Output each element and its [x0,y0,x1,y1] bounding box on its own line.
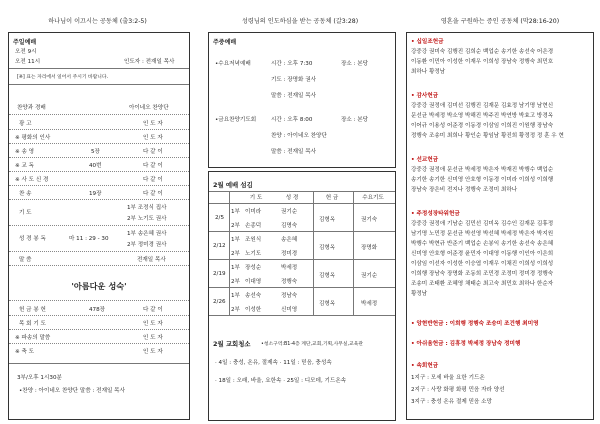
sunday-service-box [8,32,190,420]
group-line: 3지구 : 충성 온유 절제 믿음 소망 [411,399,492,405]
group-title: • 속회헌금 [411,363,439,369]
divider [9,171,189,172]
divider [209,203,395,204]
fri-praise: 찬양 : 아이네오 찬양단 [271,133,327,139]
service-time-1: 오전 9시 [15,49,37,55]
duty-reader: 정행숙 [281,279,298,285]
duty-head: 기 도 [249,195,263,201]
duty-prayer: 손종덕 [245,223,262,229]
duty-box [208,171,396,421]
duty-prayer: 이대영 [245,279,262,285]
divider [9,84,189,85]
divider [209,259,395,260]
midweek-title: 주중예배 [213,39,237,46]
divider [9,225,189,226]
group-line: • 아쉬움헌금 : 김휴정 박세정 장남숙 정미행 [411,341,521,347]
duty-head: 헌 금 [325,195,339,201]
divider [9,300,189,301]
duty-reader: 박세정 [281,265,298,271]
praise-team: 아이네오 찬양단 [129,105,169,111]
divider [9,185,189,186]
wed-word: 말씀 : 전재일 목사 [271,93,317,99]
duty-reader: 김명숙 [281,223,298,229]
fri-label: •금요찬양기도회 [215,117,257,123]
order-left: ※ 축 도 [15,349,35,355]
divider [9,143,189,144]
order-right: 인 도 자 [143,121,163,127]
wed-place: 장소 : 본당 [341,61,369,67]
duty-offering: 김형옥 [319,217,336,223]
duty-date: 2/12 [213,243,226,249]
duty-table [209,191,395,315]
wed-prayer: 기도 : 장명화 권사 [271,77,317,83]
group-title: • 선교헌금 [411,157,439,163]
reading-first: 1부 송은혜 권사 [127,231,167,237]
third-service-detail: •찬양 : 아이네오 찬양단 말씀 : 전재일 목사 [19,388,125,394]
order-left: ※ 파송의 말씀 [15,335,51,341]
group-line: 신미영 안호형 어준경 윤민자 이대영 이동행 이인아 이은희 [411,251,554,257]
group-line: 이희행 장남숙 장명화 조동희 조민경 조정미 정미경 정행숙 [411,271,554,277]
divider [9,329,189,330]
divider [313,191,314,315]
duty-prayer: 조원식 [245,237,262,243]
order-right: 다 같 이 [143,163,163,169]
fri-word: 말씀 : 전재일 목사 [271,149,317,155]
duty-date: 2/26 [213,299,226,305]
group-title: • 주정성장타워헌금 [411,211,460,217]
duty-prayer: 이미라 [245,209,262,215]
divider [9,68,189,69]
divider [209,231,395,232]
reading-label: 성 경 봉 독 [19,236,46,242]
duty-head: 성 경 [285,195,299,201]
group-line: 강중강 권정애 기남순 김민선 김미옥 김수인 김재문 김휴정 [411,221,554,227]
order-mid: 19장 [89,191,102,197]
group-line: 정행숙 조송미 최희나 황인순 황임남 황진희 황정정 정 훈 우 현 [411,133,564,139]
order-right: 다 같 이 [143,149,163,155]
divider [9,251,189,252]
column-offerings [400,0,600,424]
duty-part: 1부 [231,237,240,243]
service-leader: 인도자 : 전재일 목사 [124,59,175,65]
duty-head: 수요기도 [362,195,384,201]
duty-offering: 김형옥 [319,273,336,279]
duty-reader: 신미영 [281,307,298,313]
duty-prayer: 노기도 [245,251,262,257]
group-line: • 앙현반헌금 : 이희행 정행숙 조승미 조건행 최미영 [411,321,539,327]
wed-time: 시간 : 오후 7:30 [271,61,313,67]
duty-prayer: 이성한 [245,307,262,313]
clean-schedule-1: · 4일 : 충성, 온유, 절제속 · 11일 : 믿음, 충성속 [215,360,332,366]
clean-schedule-2: · 18일 : 오래, 바울, 요한속 · 25일 : 디모데, 기드온속 [215,378,347,384]
order-mid: 478장 [89,307,106,313]
duty-part: 1부 [231,293,240,299]
duty-date: 2/5 [215,215,225,221]
duty-offering: 김형옥 [319,301,336,307]
divider [9,129,189,130]
group-line: 이동환 이민아 이성한 이재우 이희성 장남숙 정행숙 최민호 [411,59,554,65]
order-right: 인 도 자 [143,321,163,327]
group-line: 문선균 박세정 박소영 박해진 박주진 박연방 박효고 방경옥 [411,113,554,119]
column-midweek [200,0,400,424]
order-right: 다 같 이 [143,177,163,183]
divider [9,343,189,344]
duty-date: 2/19 [213,271,226,277]
group-line: 황정남 [411,291,428,297]
third-service: 3부/오후 1시30분 [17,375,62,381]
order-left: 헌 금 봉 헌 [19,307,46,313]
order-mid: 5장 [91,149,100,155]
standing-note: [※] 표는 자리에서 일어서 주시기 바랍니다. [17,75,109,80]
order-right: 다 같 이 [143,191,163,197]
order-right: 인 도 자 [143,349,163,355]
group-line: 이어규 이용성 어준경 이동경 이삼임 이희진 이원행 장남숙 [411,123,554,129]
duty-wed-prayer: 권기숙 [361,217,378,223]
duty-part: 2부 [231,223,240,229]
order-left: 목 회 기 도 [19,321,46,327]
column-header: 성령님의 인도하심을 받는 공동체 (갈3:28) [241,18,359,25]
column-header: 하나님이 이끄시는 공동체 (출3:2-5) [48,18,147,25]
group-line: 강중강 권미숙 김행진 김희순 백업순 송기한 송선숙 어은경 [411,49,554,55]
sermon-preacher: 전재일 목사 [137,257,166,263]
duty-prayer: 장성순 [245,265,262,271]
duty-offering: 김형옥 [319,245,336,251]
duty-title: 2월 예배 섬김 [213,181,253,189]
fri-time: 시간 : 오후 8:00 [271,117,313,123]
sermon-label: 말 씀 [19,257,32,263]
group-line: 최하나 황정남 [411,69,446,75]
group-line: 장남숙 장은비 전지나 정행숙 조정미 최하나 [411,187,518,193]
divider [9,315,189,316]
group-line: 강중강 권정애 문선균 박세정 박은자 박재진 박행수 백업순 [411,167,554,173]
order-right: 인 도 자 [143,335,163,341]
group-line: 조송미 조태환 조혜영 채태순 최고숙 최민호 최하나 한순자 [411,281,554,287]
fri-place: 장소 : 본당 [341,117,369,123]
praise-label: 찬양과 경배 [17,105,46,111]
reading-second: 2부 정미경 권사 [127,242,167,248]
divider [9,199,189,200]
duty-reader: 정남숙 [281,293,298,299]
order-left: 찬 송 [19,191,32,197]
order-right: 다 같 이 [143,307,163,313]
prayer-first: 1부 조정식 집사 [127,205,167,211]
midweek-service-box [208,32,396,168]
column-header: 영혼을 구원하는 증인 공동체 (막28:16-20) [440,18,560,25]
divider [9,265,189,266]
group-title: • 감사헌금 [411,93,439,99]
divider [9,363,189,364]
duty-reader: 송은혜 [281,237,298,243]
duty-prayer: 송선숙 [245,293,262,299]
duty-wed-prayer: 권기순 [361,273,378,279]
sermon-title: '아름다운 성숙' [71,281,127,291]
group-title: • 십일조헌금 [411,39,444,45]
duty-wed-prayer: 장명화 [361,245,378,251]
group-line: 박행수 박현규 반준기 백업순 손봉익 송기한 송선숙 송은혜 [411,241,554,247]
group-line: 2지구 : 사랑 화평 화평 민음 자라 양선 [411,387,505,393]
divider [209,315,395,316]
duty-part: 1부 [231,209,240,215]
duty-part: 2부 [231,307,240,313]
order-left: 광 고 [19,121,32,127]
service-time-2: 오전 11시 [15,59,41,65]
prayer-second: 2부 노기도 권사 [127,216,167,222]
column-worship [0,0,195,424]
divider [229,191,230,315]
duty-part: 2부 [231,279,240,285]
duty-part: 2부 [231,251,240,257]
duty-part: 1부 [231,265,240,271]
group-line: 1지구 : 모세 바울 요한 기드온 [411,375,485,381]
group-line: 강중강 권정애 김미선 김행진 김재문 김효정 남기명 남현신 [411,103,554,109]
clean-title: 2월 교회청소 [213,340,251,348]
clean-note: •청소구역:B1-4층 계단,교회,기획,사무실,교육관 [261,342,363,347]
order-left: ※ 송 영 [15,149,35,155]
reading-verse: 마 11 : 29 - 30 [69,236,109,242]
divider [9,114,189,115]
order-mid: 40번 [89,163,102,169]
order-left: ※ 교 독 [15,163,35,169]
group-line: 송기한 송기한 신미영 안호형 이동경 이미라 이희성 이희행 [411,177,554,183]
service-title: 주일예배 [13,39,37,46]
divider [353,191,354,315]
prayer-label: 기 도 [19,210,32,216]
group-line: 남기명 노민정 문선균 박선영 박선혜 박세정 박은자 박지원 [411,231,554,237]
order-left: ※ 평화의 인사 [15,135,51,141]
duty-reader: 정미경 [281,251,298,257]
wed-label: •수요저녁예배 [215,61,251,67]
group-line: 이삼임 이선자 이성한 이승엽 이재우 이채진 이희성 이희성 [411,261,554,267]
offering-box [406,32,594,420]
order-right: 인 도 자 [143,135,163,141]
divider [209,287,395,288]
order-left: ※ 사 도 신 경 [15,177,49,183]
duty-wed-prayer: 박세정 [361,301,378,307]
duty-reader: 권기순 [281,209,298,215]
divider [9,157,189,158]
